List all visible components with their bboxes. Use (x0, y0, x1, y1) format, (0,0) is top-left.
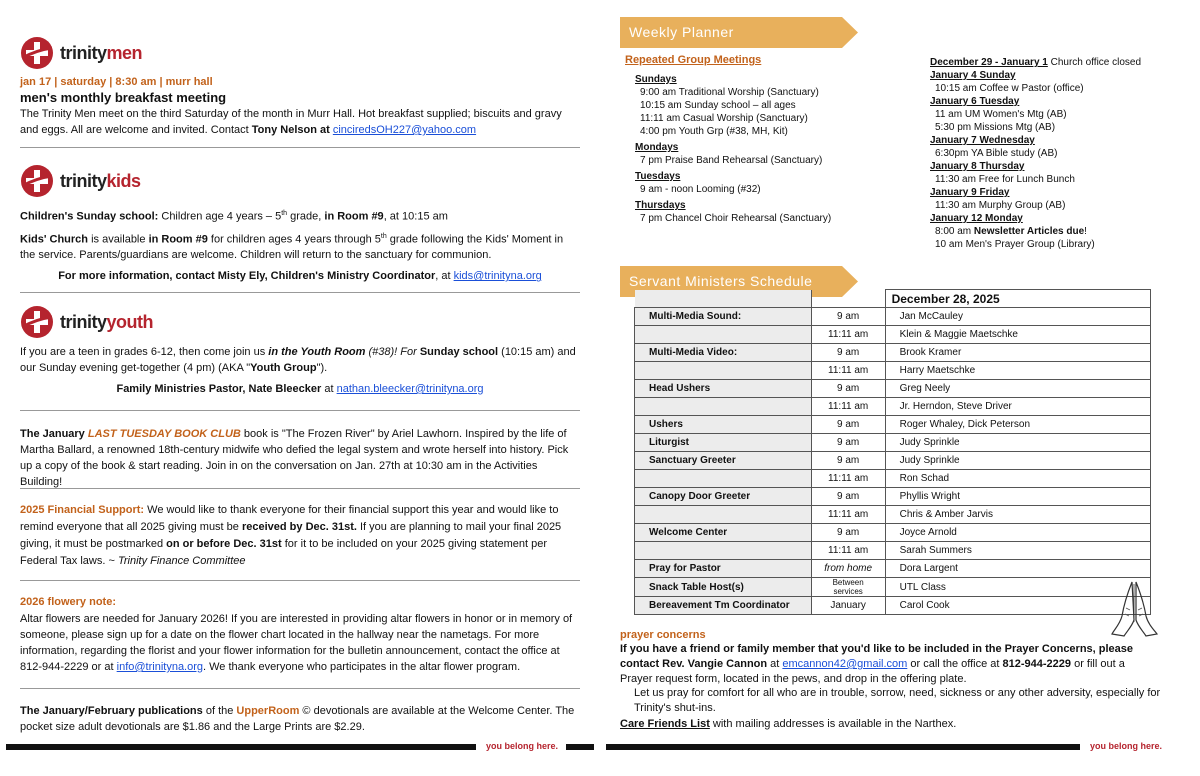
schedule-time: from home (811, 560, 885, 578)
divider (20, 147, 580, 148)
office-closed: December 29 - January 1 Church office closed (930, 57, 1142, 68)
schedule-role: Welcome Center (635, 524, 812, 542)
schedule-time: 11:11 am (811, 398, 885, 416)
table-row (635, 308, 1151, 326)
schedule-name: Roger Whaley, Dick Peterson (885, 416, 1150, 434)
men-email-link[interactable]: cinciredsOH227@yahoo.com (332, 124, 477, 136)
list-item: 11:11 am Casual Worship (Sanctuary) (640, 113, 808, 124)
prayer-email-link[interactable]: emcannon42@gmail.com (782, 658, 908, 670)
schedule-time: January (811, 597, 885, 615)
men-text: The Trinity Men meet on the third Saturday of the month in Murr Hall. Hot breakfast supplied; biscuits and gravy and eggs. All are welcome and invited. Contact Tony Nelson at cinciredsOH227@yahoo.com (20, 108, 562, 136)
schedule-name: UTL Class (885, 578, 1150, 597)
schedule-time: 9 am (811, 434, 885, 452)
table-row (635, 488, 1151, 506)
upperroom-text: The January/February publications of the UpperRoom © devotionals are available at the Welcome Center. The pocket size adult devotionals are $1.86 and the Large Prints are $2.29. (20, 705, 575, 733)
footer-tagline: you belong here. (486, 741, 559, 751)
divider (20, 688, 580, 689)
schedule-time: 9 am (811, 416, 885, 434)
schedule-time: 9 am (811, 380, 885, 398)
list-item: 10:15 am Coffee w Pastor (office) (935, 83, 1084, 94)
list-item: 10 am Men's Prayer Group (Library) (935, 239, 1095, 250)
schedule-role (635, 398, 812, 416)
list-item: 11:30 am Murphy Group (AB) (935, 200, 1066, 211)
schedule-time: 11:11 am (811, 326, 885, 344)
list-item: 7 pm Praise Band Rehearsal (Sanctuary) (640, 155, 823, 166)
list-item: 9:00 am Traditional Worship (Sanctuary) (640, 87, 819, 98)
repeated-title: Repeated Group Meetings (625, 54, 762, 66)
men-section (20, 36, 580, 138)
kids-church: Kids' Church is available in Room #9 for children ages 4 years through 5th grade following the Kids' Moment in the service. Parents/guardians are welcome. Children will return to the sanctuary for communion. (20, 232, 564, 262)
trinity-cross-icon (20, 305, 54, 339)
book-club-text: The January LAST TUESDAY BOOK CLUB book is "The Frozen River" by Ariel Lawhorn. Inspired by the life of Martha Ballard, a renowned 18th-century midwife who defied the legal system and wrote herself into history. Pick up a copy of the book & start reading. Join in on the conversation on Jan. 27th at 10:30 am in the Activities Building! (20, 428, 569, 488)
men-meta: jan 17 | saturday | 8:30 am | murr hall (20, 76, 213, 88)
table-row (635, 380, 1151, 398)
table-row (635, 416, 1151, 434)
schedule-role: Multi-Media Sound: (635, 308, 812, 326)
schedule-time: 11:11 am (811, 362, 885, 380)
list-item: 5:30 pm Missions Mtg (AB) (935, 122, 1056, 133)
footer-bar (6, 744, 476, 750)
footer-bar (606, 744, 1080, 750)
schedule-role (635, 506, 812, 524)
schedule-name: Phyllis Wright (885, 488, 1150, 506)
schedule-name: Jr. Herndon, Steve Driver (885, 398, 1150, 416)
schedule-role: Bereavement Tm Coordinator (635, 597, 812, 615)
table-row (635, 452, 1151, 470)
list-item: 4:00 pm Youth Grp (#38, MH, Kit) (640, 126, 788, 137)
schedule-role: Ushers (635, 416, 812, 434)
prayer-title: prayer concerns (620, 629, 706, 641)
date-heading: January 9 Friday (930, 187, 1010, 198)
schedule-role: Canopy Door Greeter (635, 488, 812, 506)
table-row (635, 434, 1151, 452)
date-heading: January 8 Thursday (930, 161, 1025, 172)
trinity-cross-icon (20, 36, 54, 70)
schedule-time: 11:11 am (811, 542, 885, 560)
schedule-name: Greg Neely (885, 380, 1150, 398)
dated-events (930, 56, 1180, 251)
repeated-meetings (625, 54, 925, 225)
schedule-name: Chris & Amber Jarvis (885, 506, 1150, 524)
table-row (635, 470, 1151, 488)
youth-section (20, 305, 580, 397)
divider (20, 292, 580, 293)
youth-email-link[interactable]: nathan.bleecker@trinityna.org (336, 383, 484, 395)
table-row (635, 362, 1151, 380)
schedule-name: Ron Schad (885, 470, 1150, 488)
youth-pastor: Family Ministries Pastor, Nate Bleecker at nathan.bleecker@trinityna.org (116, 383, 484, 395)
divider (20, 580, 580, 581)
schedule-role: Multi-Media Video: (635, 344, 812, 362)
day-heading: Mondays (635, 142, 679, 153)
day-heading: Thursdays (635, 200, 686, 211)
schedule-name: Sarah Summers (885, 542, 1150, 560)
flowers-email-link[interactable]: info@trinityna.org (116, 661, 204, 673)
divider (20, 410, 580, 411)
footer-bar (566, 744, 594, 750)
servant-schedule-banner: Servant Ministers Schedule (620, 266, 860, 297)
table-row (635, 524, 1151, 542)
schedule-time: 9 am (811, 524, 885, 542)
schedule-name: Harry Maetschke (885, 362, 1150, 380)
schedule-time: 9 am (811, 452, 885, 470)
youth-text: If you are a teen in grades 6-12, then come join us in the Youth Room (#38)! For Sunday school (10:15 am) and our Sunday evening get-together (4 pm) (AKA "Youth Group"). (20, 346, 576, 374)
schedule-name: Joyce Arnold (885, 524, 1150, 542)
schedule-name: Klein & Maggie Maetschke (885, 326, 1150, 344)
schedule-role (635, 470, 812, 488)
list-item: 11:30 am Free for Lunch Bunch (935, 174, 1075, 185)
table-row (635, 597, 1151, 615)
schedule-time: Between services (811, 578, 885, 597)
date-heading: January 4 Sunday (930, 70, 1016, 81)
weekly-planner-banner: Weekly Planner (620, 17, 860, 48)
schedule-role: Snack Table Host(s) (635, 578, 812, 597)
kids-section (20, 164, 580, 284)
list-item: 8:00 am Newsletter Articles due! (935, 226, 1087, 237)
table-row (635, 326, 1151, 344)
divider (20, 488, 580, 489)
prayer-text: If you have a friend or family member that you'd like to be included in the Prayer Concerns, please contact Rev. Vangie Cannon at emcannon42@gmail.com or call the office at 812-944-2229 or fill out a Prayer request form, located in the pews, and drop in the offering plate. (620, 643, 1134, 685)
schedule-name: Brook Kramer (885, 344, 1150, 362)
finance-text: 2025 Financial Support: We would like to thank everyone for their financial support this year and would like to remind everyone that all 2025 giving must be received by Dec. 31st. If you are planning to mail your final 2025 giving, it must be postmarked on or before Dec. 31st for it to be included on your 2025 giving statement per Federal Tax laws. ~ Trinity Finance Committee (20, 504, 562, 567)
date-heading: January 6 Tuesday (930, 96, 1020, 107)
trinity-cross-icon (20, 164, 54, 198)
schedule-date: December 28, 2025 (885, 290, 1150, 308)
schedule-role: Pray for Pastor (635, 560, 812, 578)
schedule-role: Liturgist (635, 434, 812, 452)
list-item: 6:30pm YA Bible study (AB) (935, 148, 1058, 159)
schedule-name: Judy Sprinkle (885, 434, 1150, 452)
schedule-name: Judy Sprinkle (885, 452, 1150, 470)
kids-email-link[interactable]: kids@trinityna.org (453, 270, 542, 283)
schedule-time: 9 am (811, 308, 885, 326)
footer-tagline: you belong here. (1090, 741, 1163, 751)
schedule-name: Dora Largent (885, 560, 1150, 578)
flowers-text: Altar flowers are needed for January 2026! If you are interested in providing altar flowers in honor or in memory of someone, please sign up for a date on the flower chart located in the hallway near the nametags. For more information, regarding the florist and your flower information for the bulletin announcement, contact the office at 812-944-2229 or at info@trinityna.org. We thank everyone who participates in the altar flower program. (20, 613, 573, 673)
schedule-name: Jan McCauley (885, 308, 1150, 326)
schedule-time: 11:11 am (811, 506, 885, 524)
care-friends: Care Friends List with mailing addresses is available in the Narthex. (620, 718, 957, 730)
list-item: 10:15 am Sunday school – all ages (640, 100, 796, 111)
day-heading: Tuesdays (635, 171, 681, 182)
prayer-comfort: Let us pray for comfort for all who are in trouble, sorrow, need, sickness or any other adversity, especially for Trinity's shut-ins. (634, 687, 1161, 714)
table-row (635, 344, 1151, 362)
flowers-title: 2026 flowery note: (20, 596, 116, 608)
list-item: 7 pm Chancel Choir Rehearsal (Sanctuary) (640, 213, 832, 224)
schedule-time: 9 am (811, 344, 885, 362)
table-row (635, 506, 1151, 524)
day-heading: Sundays (635, 74, 677, 85)
servant-schedule-table (634, 289, 1151, 615)
schedule-role: Head Ushers (635, 380, 812, 398)
kids-sunday-school: Children's Sunday school: Children age 4 years – 5th grade, in Room #9, at 10:15 am (20, 210, 448, 223)
table-row (635, 542, 1151, 560)
list-item: 11 am UM Women's Mtg (AB) (935, 109, 1067, 120)
trinity-men-logo: trinitymen (20, 36, 580, 70)
schedule-role (635, 326, 812, 344)
schedule-time: 11:11 am (811, 470, 885, 488)
schedule-name: Carol Cook (885, 597, 1150, 615)
schedule-role (635, 542, 812, 560)
schedule-time: 9 am (811, 488, 885, 506)
men-title: men's monthly breakfast meeting (20, 90, 227, 105)
table-row (635, 398, 1151, 416)
trinity-kids-logo: trinitykids (20, 164, 580, 198)
trinity-youth-logo: trinityyouth (20, 305, 580, 339)
table-row (635, 578, 1151, 597)
schedule-role: Sanctuary Greeter (635, 452, 812, 470)
date-heading: January 7 Wednesday (930, 135, 1035, 146)
schedule-role (635, 362, 812, 380)
date-heading: January 12 Monday (930, 213, 1023, 224)
table-row (635, 560, 1151, 578)
kids-info: For more information, contact Misty Ely, Children's Ministry Coordinator, at kids@trinityna.org (58, 270, 542, 283)
list-item: 9 am - noon Looming (#32) (640, 184, 761, 195)
praying-hands-icon (1110, 578, 1160, 638)
